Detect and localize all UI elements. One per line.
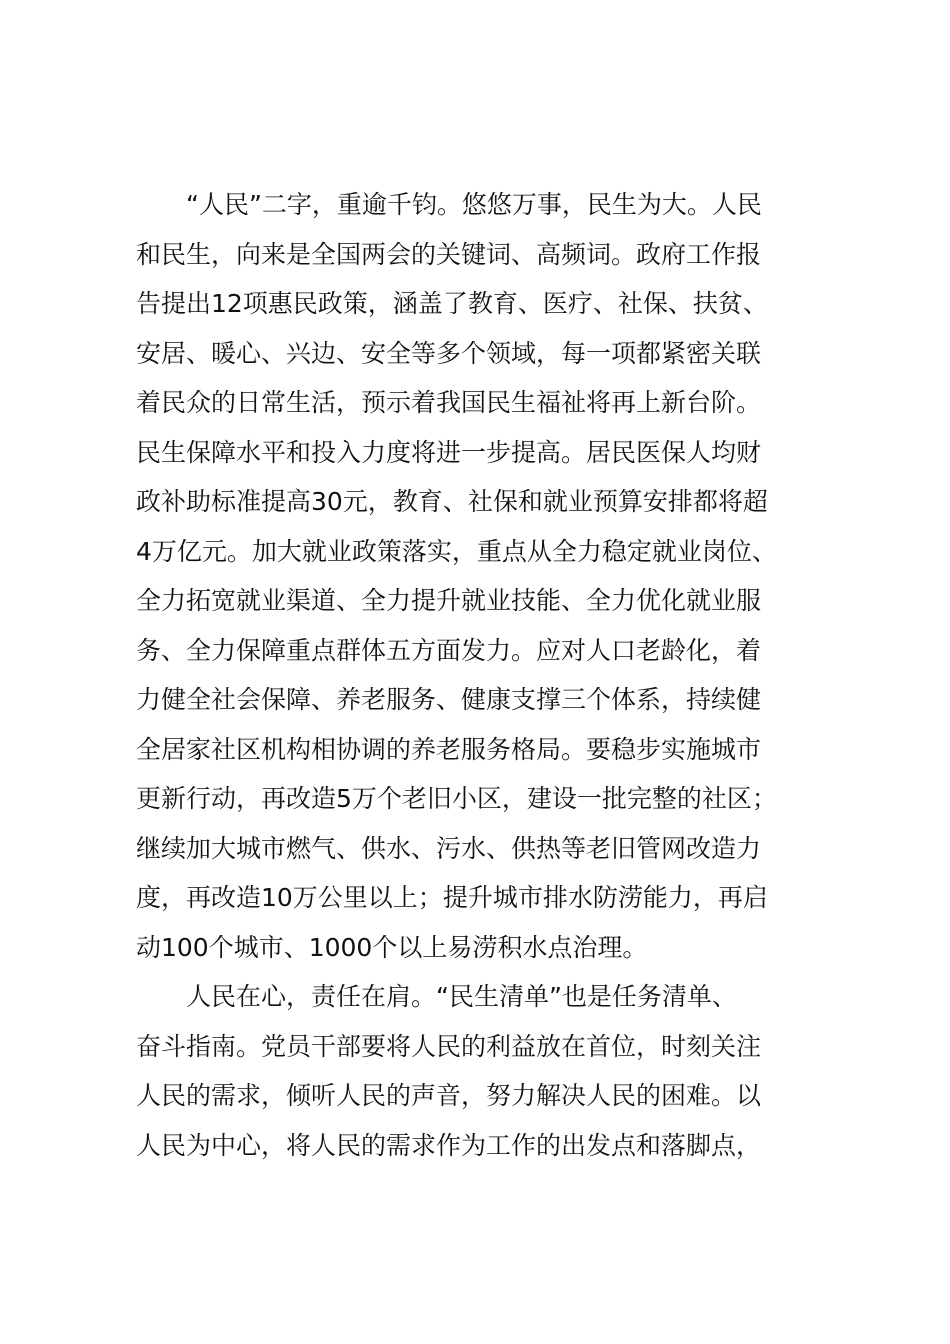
text-line: 动100个城市、1000个以上易涝积水点治理。	[136, 932, 648, 962]
text-line: 人民为中心，将人民的需求作为工作的出发点和落脚点，	[136, 1130, 762, 1160]
text-line: 人民在心，责任在肩。“民生清单”也是任务清单、	[186, 982, 737, 1011]
text-line: 全居家社区机构相协调的养老服务格局。要稳步实施城市	[136, 734, 762, 764]
text-line: 告提出12项惠民政策，涵盖了教育、医疗、社保、扶贫、	[136, 289, 768, 318]
text-line: 度，再改造10万公里以上；提升城市排水防涝能力，再启	[136, 883, 768, 912]
text-line: 4万亿元。加大就业政策落实，重点从全力稳定就业岗位、	[136, 536, 777, 566]
text-line: 力健全社会保障、养老服务、健康支撑三个体系，持续健	[136, 685, 762, 714]
paragraph-1	[136, 180, 846, 972]
text-line: 着民众的日常生活，预示着我国民生福祉将再上新台阶。	[136, 388, 762, 417]
text-line: 全力拓宽就业渠道、全力提升就业技能、全力优化就业服	[136, 586, 762, 615]
text-line: 更新行动，再改造5万个老旧小区，建设一批完整的社区；	[136, 784, 777, 813]
text-line: 奋斗指南。党员干部要将人民的利益放在首位，时刻关注	[136, 1031, 762, 1061]
text-line: 人民的需求，倾听人民的声音，努力解决人民的困难。以	[136, 1081, 762, 1110]
text-line: 和民生，向来是全国两会的关键词、高频词。政府工作报	[136, 239, 762, 269]
body-text	[136, 180, 846, 1170]
text-line: 务、全力保障重点群体五方面发力。应对人口老龄化，着	[136, 635, 762, 665]
text-line: 政补助标准提高30元，教育、社保和就业预算安排都将超	[136, 487, 768, 516]
text-line: 安居、暖心、兴边、安全等多个领域，每一项都紧密关联	[136, 338, 762, 368]
paragraph-2	[136, 972, 846, 1170]
text-line: “人民”二字，重逾千钧。悠悠万事，民生为大。人民	[186, 190, 762, 219]
text-line: 继续加大城市燃气、供水、污水、供热等老旧管网改造力	[136, 833, 762, 863]
text-line: 民生保障水平和投入力度将进一步提高。居民医保人均财	[136, 437, 762, 467]
